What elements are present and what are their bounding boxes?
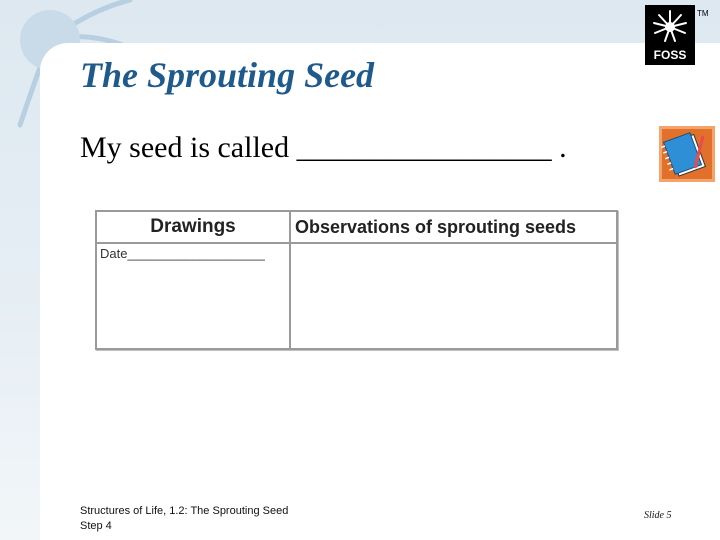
date-field-label: Date___________________	[100, 246, 265, 261]
slide-title: The Sprouting Seed	[80, 55, 375, 95]
seed-name-prompt: My seed is called _________________ .	[80, 131, 567, 164]
footer-step: Step 4	[80, 520, 112, 532]
observation-table	[95, 210, 618, 350]
foss-logo-text: FOSS	[653, 48, 687, 62]
notebook-icon	[659, 126, 715, 182]
footer-course-title: Structures of Life, 1.2: The Sprouting Seed	[80, 505, 289, 517]
footer-course-info	[80, 504, 288, 534]
observations-header: Observations of sprouting seeds	[290, 211, 617, 243]
trademark-symbol: TM	[697, 9, 709, 18]
drawings-cell[interactable]	[96, 243, 290, 349]
slide-number: Slide 5	[644, 510, 672, 521]
observations-cell[interactable]	[290, 243, 617, 349]
drawings-header: Drawings	[96, 211, 290, 243]
